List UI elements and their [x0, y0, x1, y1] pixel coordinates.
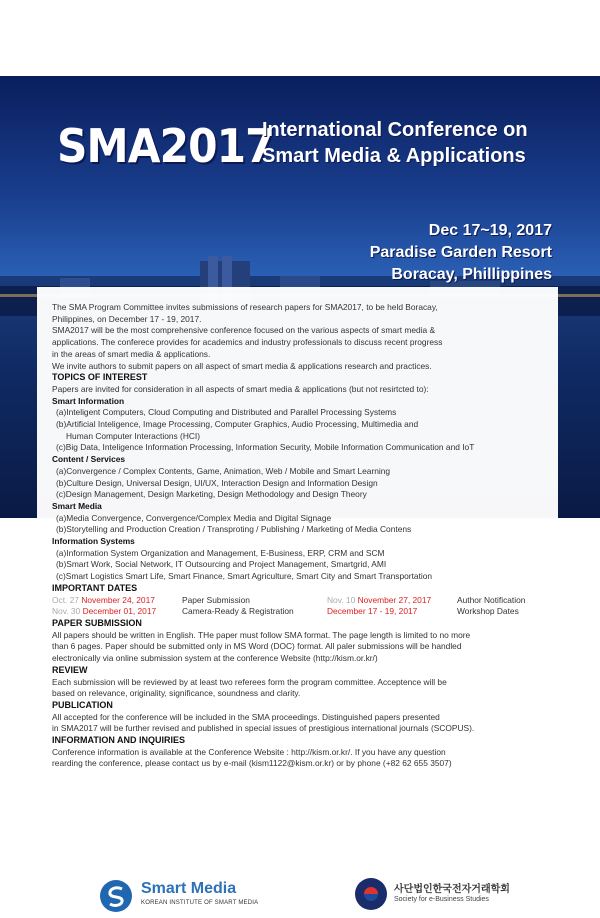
- topic-item: (a)Convergence / Complex Contents, Game, Animation, Web / Mobile and Smart Learning: [56, 465, 391, 476]
- old-date: Oct. 27: [52, 594, 79, 605]
- conference-title-line1: International Conference on: [262, 119, 528, 141]
- topic-group-title: Content / Services: [52, 454, 126, 465]
- topic-group-title: Smart Media: [52, 500, 102, 511]
- intro-line: Philippines, on December 17 - 19, 2017.: [52, 313, 202, 324]
- ebusiness-society-korean-name: 사단법인한국전자거래학회: [394, 884, 510, 895]
- paper-submission-heading: PAPER SUBMISSION: [52, 617, 142, 628]
- publication-heading: PUBLICATION: [52, 699, 113, 710]
- date-cell: [52, 595, 182, 607]
- intro-line: The SMA Program Committee invites submissions of research papers for SMA2017, to be held Boracay,: [52, 302, 438, 312]
- review-heading: REVIEW: [52, 664, 88, 675]
- topic-item: (b)Smart Work, Social Network, IT Outsourcing and Project Management, Smartgrid, AMI: [56, 559, 387, 570]
- intro-line: We invite authors to submit papers on all aspect of smart media & applications research and practices.: [52, 360, 432, 371]
- intro-line: in the areas of smart media & applications.: [52, 348, 211, 359]
- old-date: Nov. 30: [52, 606, 81, 617]
- topic-item: Human Computer Interactions (HCI): [66, 430, 201, 441]
- date-cell: [52, 606, 182, 618]
- event-venue: Paradise Garden Resort: [369, 244, 552, 261]
- topic-item: (b)Culture Design, Universal Design, UI/UX, Interaction Design and Information Design: [56, 477, 378, 488]
- topic-group-title: Smart Information: [52, 395, 125, 406]
- review-line: based on relevance, originality, significance, soundness and clarity.: [52, 688, 301, 699]
- paper-submission-line: than 6 pages. Paper should be submitted only in MS Word (DOC) format. All paler submissions will be handled: [52, 641, 462, 652]
- dates-heading: IMPORTANT DATES: [52, 582, 138, 593]
- ebusiness-society-english-name: Society for e-Business Studies: [394, 896, 489, 903]
- date-label: Author Notification: [457, 594, 526, 605]
- event-details: [370, 220, 552, 286]
- topic-item: (a)Inteligent Computers, Cloud Computing and Distributed and Parallel Processing Systems: [56, 407, 397, 418]
- intro-section: [52, 302, 547, 372]
- new-date: December 17 - 19, 2017: [327, 606, 418, 617]
- topic-item: (c)Big Data, Inteligence Information Processing, Information Security, Mobile Information Communication and IoT: [56, 442, 475, 453]
- call-for-papers: [52, 302, 547, 770]
- paper-submission-line: electronically via online submission system at the conference Website (http://kism.or.kr/): [52, 653, 378, 664]
- topic-item: (a)Media Convergence, Convergence/Complex Media and Digital Signage: [56, 512, 332, 523]
- topic-item: (a)Information System Organization and Management, E-Business, ERP, CRM and SCM: [56, 547, 385, 558]
- new-date: November 27, 2017: [357, 594, 432, 605]
- inquiries-line: Conference information is available at the Conference Website : http://kism.or.kr/. If you have any question: [52, 746, 446, 757]
- old-date: Nov. 10: [327, 594, 356, 605]
- conference-title-line2: Smart Media & Applications: [262, 145, 526, 167]
- intro-line: applications. The conferece provides for academics and industry professionals to discuss recent progress: [52, 337, 443, 348]
- ebusiness-society-logo-icon: [355, 878, 387, 910]
- topics-heading: TOPICS OF INTEREST: [52, 372, 148, 383]
- date-label: Paper Submission: [182, 594, 250, 605]
- date-label: Workshop Dates: [457, 606, 519, 617]
- new-date: November 24, 2017: [81, 594, 155, 605]
- smart-media-logo-icon: [100, 880, 132, 912]
- paper-submission-line: All papers should be written in English. THe paper must follow SMA format. The page length is limited to no more: [52, 629, 471, 640]
- inquiries-line: rearding the conference, please contact us by e-mail (kism1122@kism.or.kr) or by phone (+82 62 655 3507): [52, 758, 452, 769]
- topic-item: (c)Design Management, Design Marketing, Design Methodology and Design Theory: [56, 489, 367, 500]
- conference-title: [262, 117, 528, 169]
- topic-item: (c)Smart Logistics Smart Life, Smart Finance, Smart Agriculture, Smart City and Smart Transportation: [56, 571, 433, 582]
- review-line: Each submission will be reviewed by at least two referees form the program committee. Acceptence will be: [52, 676, 447, 687]
- smart-media-name: Smart Media: [141, 880, 237, 897]
- publication-line: All accepted for the conference will be included in the SMA proceedings. Distinguished papers presented: [52, 711, 440, 722]
- new-date: December 01, 2017: [82, 606, 157, 617]
- date-cell: [327, 595, 457, 607]
- event-date: Dec 17~19, 2017: [428, 222, 552, 239]
- footer: [0, 870, 600, 918]
- topics-intro: Papers are invited for consideration in all aspects of smart media & applications (but not resirtcted to):: [52, 383, 429, 394]
- date-cell: [327, 606, 457, 618]
- sma-logo: SMA2017: [57, 119, 274, 173]
- topic-item: (b)Artificial Inteligence, Image Processing, Computer Graphics, Audio Processing, Multimedia and: [56, 419, 419, 430]
- intro-line: SMA2017 will be the most comprehensive conference focused on the various aspects of smart media &: [52, 325, 436, 336]
- publication-line: in SMA2017 will be further revised and published in special issues of prestigious international journals (SCOPUS).: [52, 723, 475, 734]
- date-label: Camera-Ready & Registration: [182, 606, 294, 617]
- topic-item: (b)Storytelling and Production Creation / Transproting / Publishing / Marketing of Media Contens: [56, 524, 412, 535]
- topic-group-title: Information Systems: [52, 536, 135, 547]
- event-location: Boracay, Phillippines: [391, 266, 552, 283]
- inquiries-heading: INFORMATION AND INQUIRIES: [52, 735, 185, 746]
- smart-media-subtitle: KOREAN INSTITUTE OF SMART MEDIA: [141, 900, 259, 906]
- dates-table: [52, 595, 547, 618]
